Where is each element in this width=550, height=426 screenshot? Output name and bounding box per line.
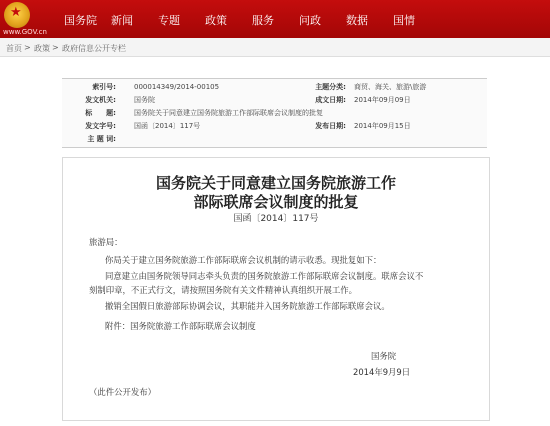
nav-item-services[interactable]: 服务 [252,14,274,27]
title-value: 国务院关于同意建立国务院旅游工作部际联席会议制度的批复 [134,109,323,117]
doc-number-label: 发文字号: [85,122,116,130]
nav-item-inquiry[interactable]: 问政 [299,14,321,27]
meta-row [62,121,487,132]
title-label: 标 题: [85,109,116,117]
main-nav [64,12,440,28]
subject-value: 商贸、海关、旅游\旅游 [354,83,427,91]
issuer-label: 发文机关: [85,96,116,104]
issuer-value: 国务院 [134,96,155,104]
document-number: 国函〔2014〕117号 [233,214,319,224]
document-title-line2: 部际联席会议制度的批复 [193,193,359,211]
breadcrumb-info-column[interactable]: 政府信息公开专栏 [62,44,126,53]
nav-item-policy[interactable]: 政策 [205,14,227,27]
meta-row [62,134,487,145]
document-metadata-table [62,78,487,148]
signature: 国务院 [371,351,397,361]
nav-item-national-info[interactable]: 国情 [393,14,415,27]
breadcrumb-separator: > [24,43,31,52]
meta-row [62,108,487,119]
document-date: 2014年9月9日 [353,367,411,377]
top-header [0,0,550,38]
nav-item-news[interactable]: 新闻 [111,14,133,27]
index-label: 索引号: [92,83,116,91]
paragraph-3: 撤销全国假日旅游部际协调会议，其职能并入国务院旅游工作部际联席会议。 [105,301,390,311]
nav-item-topics[interactable]: 专题 [158,14,180,27]
breadcrumb-policy[interactable]: 政策 [34,44,50,53]
breadcrumb-home[interactable]: 首页 [6,44,22,53]
paragraph-2-line2: 刻制印章，不正式行文，请按照国务院有关文件精神认真组织开展工作。 [89,285,357,295]
breadcrumb [0,38,550,57]
meta-row [62,95,487,106]
meta-row [62,82,487,93]
published-date-value: 2014年09月15日 [354,122,411,130]
nav-item-data[interactable]: 数据 [346,14,368,27]
written-date-value: 2014年09月09日 [354,96,411,104]
document-title-line1: 国务院关于同意建立国务院旅游工作 [155,174,396,192]
subject-label: 主题分类: [315,83,346,91]
keywords-label: 主 题 词: [87,135,116,143]
star-icon: ★ [10,5,22,20]
paragraph-1: 你局关于建立国务院旅游工作部际联席会议机制的请示收悉。现批复如下： [105,255,382,265]
nav-item-state-council[interactable]: 国务院 [64,14,97,27]
salutation: 旅游局： [89,237,123,247]
written-date-label: 成文日期: [315,96,346,104]
attachment-line[interactable]: 附件：国务院旅游工作部际联席会议制度 [105,321,256,331]
breadcrumb-separator: > [52,43,59,52]
document-body [62,157,490,421]
doc-number-value: 国函〔2014〕117号 [134,122,201,130]
index-value: 000014349/2014-00105 [134,83,220,91]
published-date-label: 发布日期: [315,122,346,130]
publication-note: （此件公开发布） [89,387,156,397]
site-url: www.GOV.cn [3,28,47,36]
national-emblem-icon[interactable] [4,2,30,28]
paragraph-2-line1: 同意建立由国务院领导同志牵头负责的国务院旅游工作部际联席会议制度。联席会议不 [105,271,424,281]
